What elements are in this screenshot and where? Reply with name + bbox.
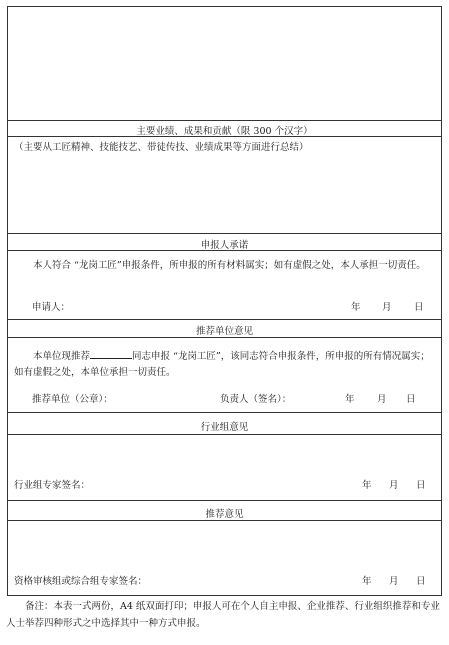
industry-signature-label: 行业组专家签名： — [14, 480, 91, 491]
leader-signature-label: 负责人（签名）： — [220, 394, 292, 405]
unit-year-label: 年 — [345, 394, 355, 405]
pledge-month-label: 月 — [382, 302, 392, 313]
divider — [8, 337, 441, 338]
applicant-pledge-title: 申报人承诺 — [200, 240, 249, 251]
unit-opinion-body — [14, 349, 435, 381]
industry-day-label: 日 — [416, 480, 426, 491]
unit-opinion-body-prefix: 本单位现推荐 — [33, 351, 91, 362]
review-month-label: 月 — [389, 576, 399, 587]
footer-note: 备注：本表一式两份，A4 纸双面打印；申报人可在个人自主申报、企业推荐、行业组织推荐和专业人士举荐四种形式之中选择其中一种方式申报。 — [6, 601, 440, 629]
industry-month-label: 月 — [389, 480, 399, 491]
unit-day-label: 日 — [406, 394, 416, 405]
divider — [8, 136, 441, 137]
applicant-label: 申请人： — [32, 302, 71, 313]
divider — [8, 250, 441, 251]
recommend-opinion-title: 推荐意见 — [205, 509, 244, 520]
application-form-table — [7, 6, 442, 596]
review-day-label: 日 — [416, 576, 426, 587]
pledge-day-label: 日 — [414, 302, 424, 313]
divider — [8, 434, 441, 435]
divider — [8, 412, 441, 413]
applicant-pledge-body: 本人符合 “龙岗工匠”申报条件，所申报的所有材料属实；如有虚假之处，本人承担一切责任。 — [33, 260, 426, 271]
achievements-title: 主要业绩、成果和贡献（限 300 个汉字） — [136, 126, 313, 137]
industry-year-label: 年 — [362, 480, 372, 491]
pledge-year-label: 年 — [351, 302, 361, 313]
unit-opinion-body-suffix: 同志申报 “龙岗工匠”，该同志符合申报条件，所申报的所有情况属实；如有虚假之处，本单位承担一切责任。 — [14, 351, 430, 378]
divider — [8, 120, 441, 121]
review-signature-label: 资格审核组或综合组专家签名： — [14, 576, 148, 587]
divider — [8, 233, 441, 234]
industry-opinion-title: 行业组意见 — [200, 422, 249, 433]
achievements-hint: （主要从工匠精神、技能技艺、带徒传技、业绩成果等方面进行总结） — [14, 142, 309, 153]
review-year-label: 年 — [362, 576, 372, 587]
unit-opinion-title: 推荐单位意见 — [195, 326, 253, 337]
divider — [8, 520, 441, 521]
nominee-name-blank[interactable] — [90, 349, 132, 359]
divider — [8, 500, 441, 501]
divider — [8, 319, 441, 320]
unit-stamp-label: 推荐单位（公章）： — [32, 394, 113, 405]
unit-month-label: 月 — [377, 394, 387, 405]
